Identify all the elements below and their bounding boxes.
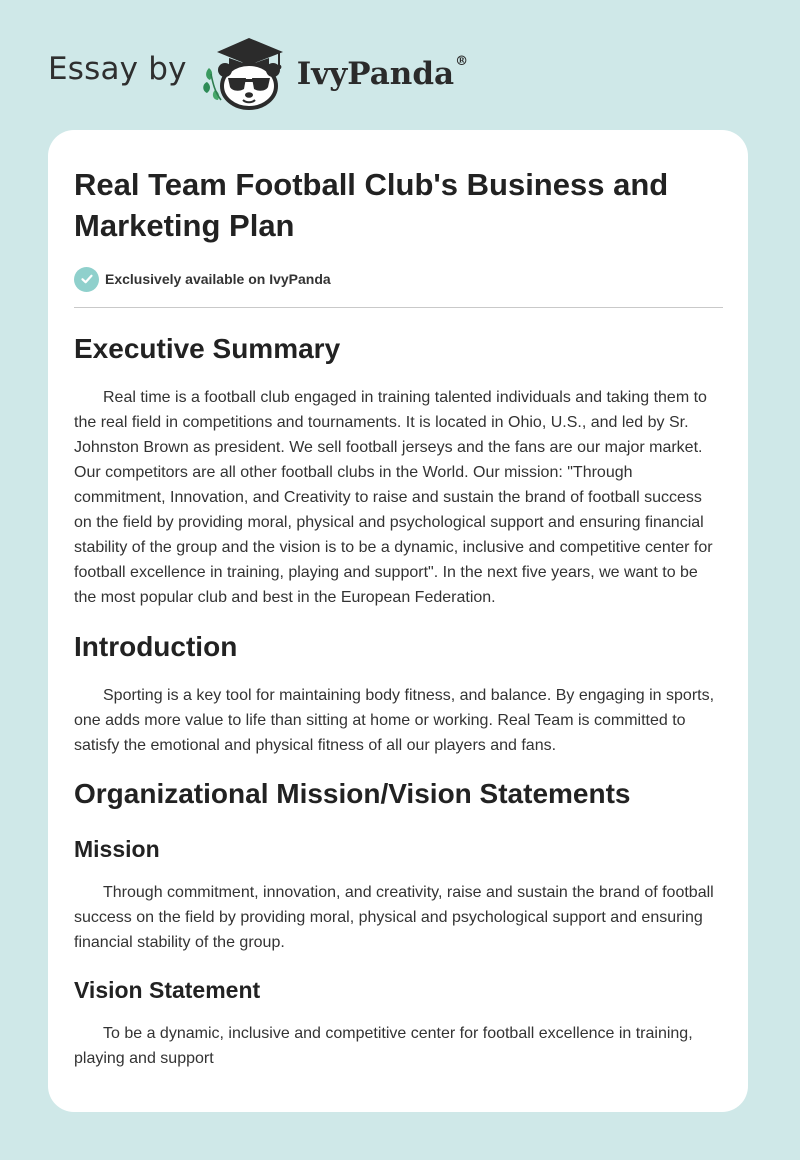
essay-title: Real Team Football Club's Business and Marketing Plan: [74, 167, 669, 243]
site-header: [48, 34, 468, 110]
vision-paragraph: To be a dynamic, inclusive and competitive center for football excellence in training, playing and support: [74, 1025, 693, 1067]
panda-graduate-icon[interactable]: [201, 34, 291, 110]
exclusive-label: Exclusively available on IvyPanda: [105, 271, 331, 287]
registered-mark: ®: [455, 54, 469, 69]
subheading-mission: Mission: [74, 836, 160, 862]
section-heading-introduction: Introduction: [74, 631, 238, 662]
executive-summary-paragraph: Real time is a football club engaged in training talented individuals and taking them to the real field in competitions and tournaments. It is located in Ohio, U.S., and led by Sr. Johnston Brown as president. We sell football jerseys and the fans are our major market. Our competitors are all other football clubs in the World. Our mission: "Through commitment, Innovation, and Creativity to raise and sustain the brand of football success on the field by providing moral, physical and psychological support and ensuring financial stability of the group and the vision is to be a dynamic, inclusive and competitive center for football excellence in training, playing and support". In the next five years, we want to be the most popular club and best in the European Federation.: [74, 389, 713, 606]
subheading-vision-statement: Vision Statement: [74, 977, 261, 1003]
mission-paragraph: Through commitment, innovation, and creativity, raise and sustain the brand of football success on the field by providing moral, physical and psychological support and ensuring financial stability of the group.: [74, 884, 714, 951]
introduction-paragraph: Sporting is a key tool for maintaining body fitness, and balance. By engaging in sports, one adds more value to life than sitting at home or working. Real Team is committed to satisfy the emotional and physical fitness of all our players and fans.: [74, 687, 715, 754]
essay-by-label: Essay by: [48, 51, 187, 87]
exclusive-badge: [74, 266, 724, 292]
section-heading-executive-summary: Executive Summary: [74, 333, 341, 364]
brand-name[interactable]: IvyPanda®: [296, 54, 469, 92]
section-heading-mission-vision: Organizational Mission/Vision Statements: [74, 778, 631, 809]
essay-card: [48, 130, 748, 1112]
check-icon: [74, 267, 99, 292]
essay-content: [74, 164, 724, 1071]
title-divider: [74, 307, 723, 308]
